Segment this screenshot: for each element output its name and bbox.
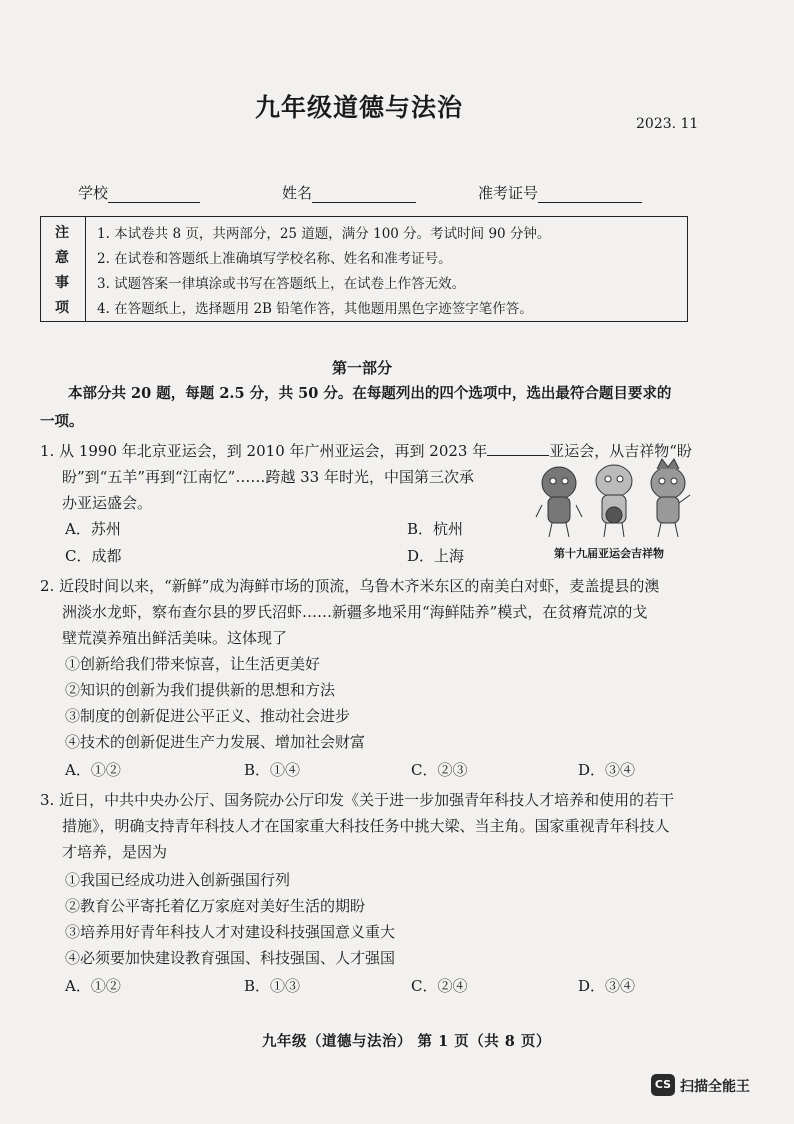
question-2-stem: 2. 近段时间以来，“新鲜”成为海鲜市场的顶流，乌鲁木齐米东区的南美白对虾，麦盖提县的澳 xyxy=(40,577,660,595)
option-a: A．苏州 xyxy=(65,520,121,538)
option-d: D．③④ xyxy=(578,977,636,995)
option-c: C．②③ xyxy=(411,761,468,779)
notice-head-char: 事 xyxy=(55,275,69,291)
section-intro-cont: 一项。 xyxy=(40,413,84,430)
school-field xyxy=(78,182,200,203)
question-3-text: 措施》，明确支持青年科技人才在国家重大科技任务中挑大梁、当主角。国家重视青年科技人 xyxy=(62,817,670,835)
name-field xyxy=(282,182,416,203)
option-a: A．①② xyxy=(65,761,121,779)
exam-number-field xyxy=(478,182,642,203)
statement-item: ④必须要加快建设教育强国、科技强国、人才强国 xyxy=(65,949,396,967)
scanner-logo-icon: CS xyxy=(651,1074,675,1096)
question-3-text: 才培养，是因为 xyxy=(62,843,168,861)
notice-item: 1. 本试卷共 8 页，共两部分，25 道题，满分 100 分。考试时间 90 分钟。 xyxy=(97,226,551,242)
question-1-text: 办亚运盛会。 xyxy=(62,494,153,512)
statement-item: ③培养用好青年科技人才对建设科技强国意义重大 xyxy=(65,923,396,941)
statement-item: ①我国已经成功进入创新强国行列 xyxy=(65,871,291,889)
notice-item: 2. 在试卷和答题纸上准确填写学校名称、姓名和准考证号。 xyxy=(97,251,452,267)
question-1-text: 盼”到“五羊”再到“江南忆”……跨越 33 年时光，中国第三次承 xyxy=(62,468,474,486)
option-b: B．①③ xyxy=(244,977,301,995)
option-d: D．上海 xyxy=(407,547,465,565)
section-intro: 本部分共 20 题，每题 2.5 分，共 50 分。在每题列出的四个选项中，选出最符合题目要求的 xyxy=(68,385,672,402)
mascot-icon xyxy=(596,465,632,537)
statement-item: ②知识的创新为我们提供新的思想和方法 xyxy=(65,681,336,699)
mascot-icon xyxy=(651,459,690,537)
statement-item: ③制度的创新促进公平正义、推动社会进步 xyxy=(65,707,351,725)
notice-box xyxy=(40,216,688,322)
page-footer: 九年级（道德与法治） 第 1 页（共 8 页） xyxy=(262,1033,551,1050)
question-2-text: 洲淡水龙虾，察布查尔县的罗氏沼虾……新疆多地采用“海鲜陆养”模式，在贫瘠荒凉的戈 xyxy=(62,603,648,621)
school-blank xyxy=(108,186,200,203)
notice-heading xyxy=(41,217,86,321)
exam-date: 2023. 11 xyxy=(636,116,699,132)
notice-head-char: 意 xyxy=(55,250,69,266)
mascot-illustration xyxy=(534,455,694,540)
option-b: B．杭州 xyxy=(407,520,464,538)
notice-item: 3. 试题答案一律填涂或书写在答题纸上，在试卷上作答无效。 xyxy=(97,276,466,292)
option-d: D．③④ xyxy=(578,761,636,779)
scanner-watermark: 扫描全能王 xyxy=(680,1079,750,1095)
page-title: 九年级道德与法治 xyxy=(255,93,464,122)
question-3-stem: 3. 近日，中共中央办公厅、国务院办公厅印发《关于进一步加强青年科技人才培养和使用的若干 xyxy=(40,791,675,809)
statement-item: ②教育公平寄托着亿万家庭对美好生活的期盼 xyxy=(65,897,366,915)
name-blank xyxy=(312,186,416,203)
option-a: A．①② xyxy=(65,977,121,995)
exam-number-label: 准考证号 xyxy=(478,184,539,202)
option-c: C．②④ xyxy=(411,977,468,995)
section-title: 第一部分 xyxy=(332,359,393,377)
question-1-text-cont: 亚运会，从吉祥物“盼 xyxy=(549,442,692,460)
answer-blank xyxy=(487,441,549,456)
statement-item: ①创新给我们带来惊喜，让生活更美好 xyxy=(65,655,321,673)
option-c: C．成都 xyxy=(65,547,122,565)
question-2-text: 壁荒漠养殖出鲜活美味。这体现了 xyxy=(62,629,288,647)
notice-item: 4. 在答题纸上，选择题用 2B 铅笔作答，其他题用黑色字迹签字笔作答。 xyxy=(97,301,533,317)
statement-item: ④技术的创新促进生产力发展、增加社会财富 xyxy=(65,733,366,751)
notice-head-char: 项 xyxy=(55,300,69,316)
mascot-caption: 第十九届亚运会吉祥物 xyxy=(554,547,664,560)
name-label: 姓名 xyxy=(282,184,313,202)
question-1-text: 1. 从 1990 年北京亚运会，到 2010 年广州亚运会，再到 2023 年 xyxy=(40,442,488,460)
option-b: B．①④ xyxy=(244,761,301,779)
school-label: 学校 xyxy=(78,184,109,202)
notice-head-char: 注 xyxy=(55,225,69,241)
exam-number-blank xyxy=(538,186,642,203)
mascot-icon xyxy=(536,467,582,537)
